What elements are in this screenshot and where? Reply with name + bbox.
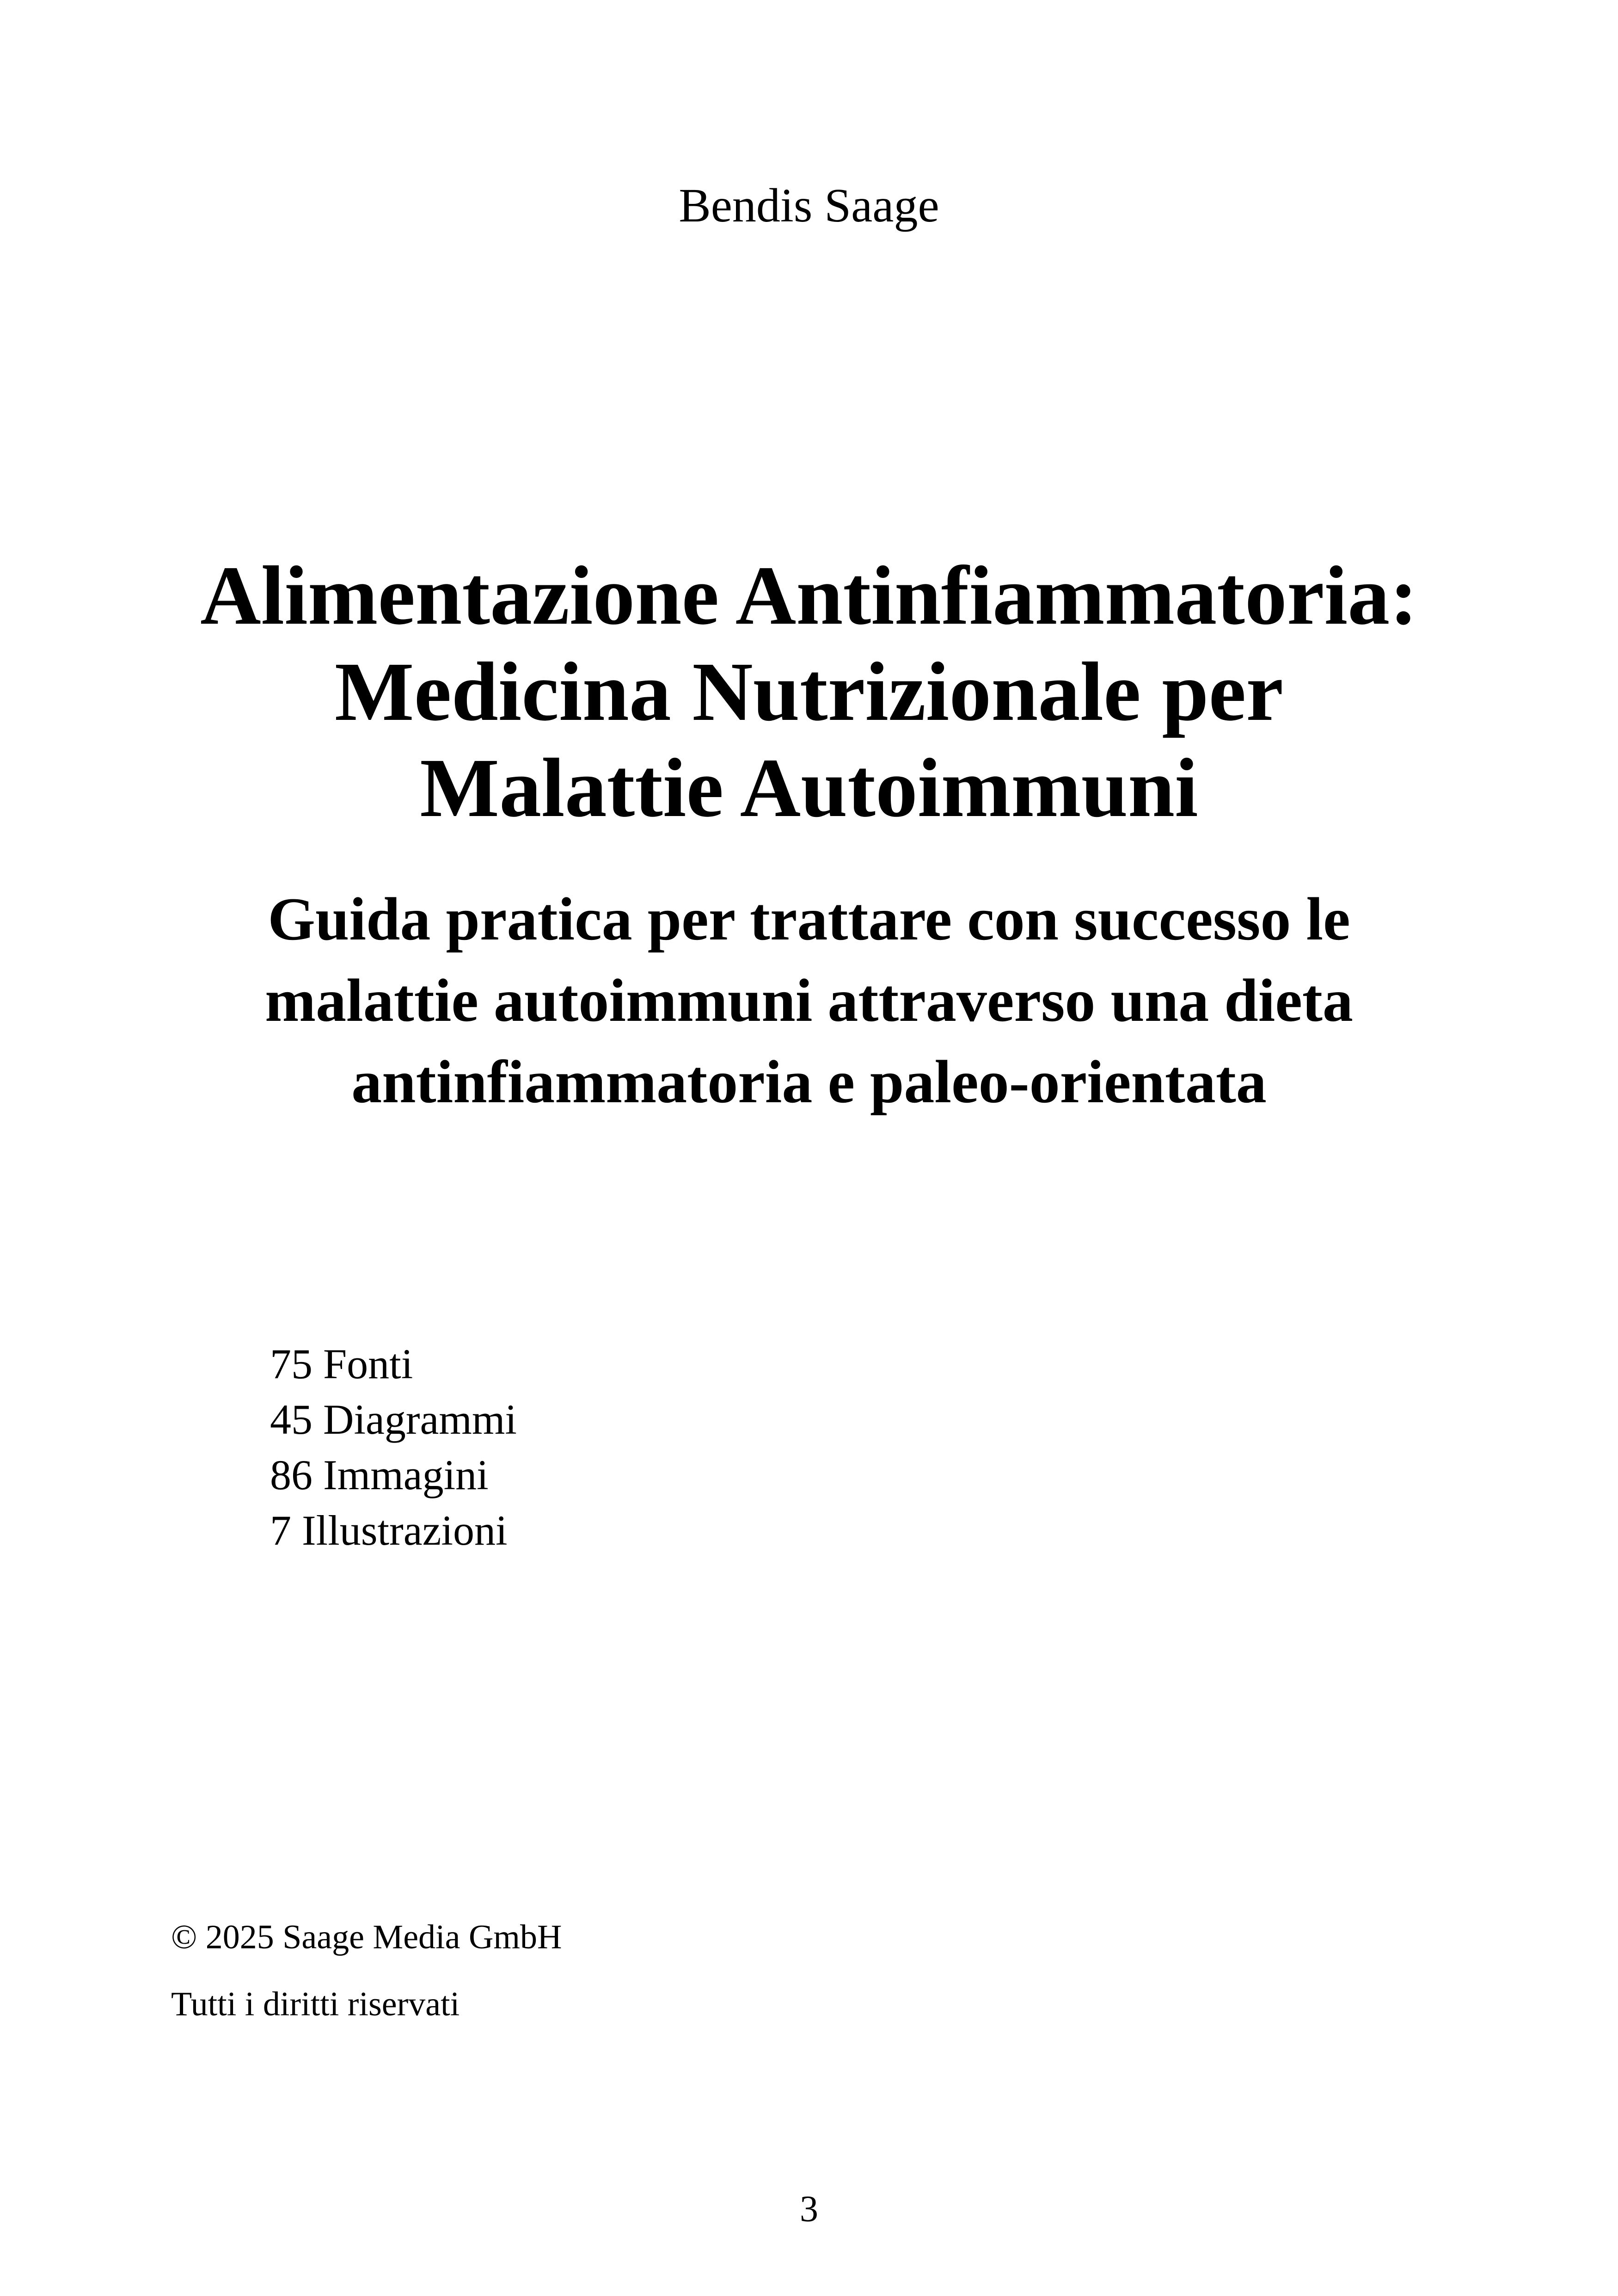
- rights-notice: Tutti i diritti riservati: [171, 1985, 460, 2023]
- stat-illustrations: 7 Illustrazioni: [270, 1507, 508, 1554]
- copyright-notice: © 2025 Saage Media GmbH: [171, 1918, 562, 1956]
- content-stats-list: [270, 1336, 517, 1558]
- page-number: 3: [800, 2189, 818, 2229]
- author-name: Bendis Saage: [679, 179, 939, 232]
- book-title-line: Alimentazione Antinfiammatoria:: [200, 549, 1418, 642]
- book-subtitle-line: antinfiammatoria e paleo-orientata: [351, 1048, 1267, 1116]
- book-title-line: Malattie Autoimmuni: [420, 742, 1198, 835]
- stat-diagrams: 45 Diagrammi: [270, 1396, 517, 1443]
- stat-images: 86 Immagini: [270, 1451, 489, 1498]
- book-subtitle-line: malattie autoimmuni attraverso una dieta: [265, 966, 1353, 1034]
- book-title: [0, 548, 1618, 836]
- stat-sources: 75 Fonti: [270, 1340, 413, 1387]
- book-title-line: Medicina Nutrizionale per: [334, 645, 1284, 738]
- book-subtitle-line: Guida pratica per trattare con successo le: [268, 885, 1350, 953]
- book-subtitle: [0, 878, 1618, 1123]
